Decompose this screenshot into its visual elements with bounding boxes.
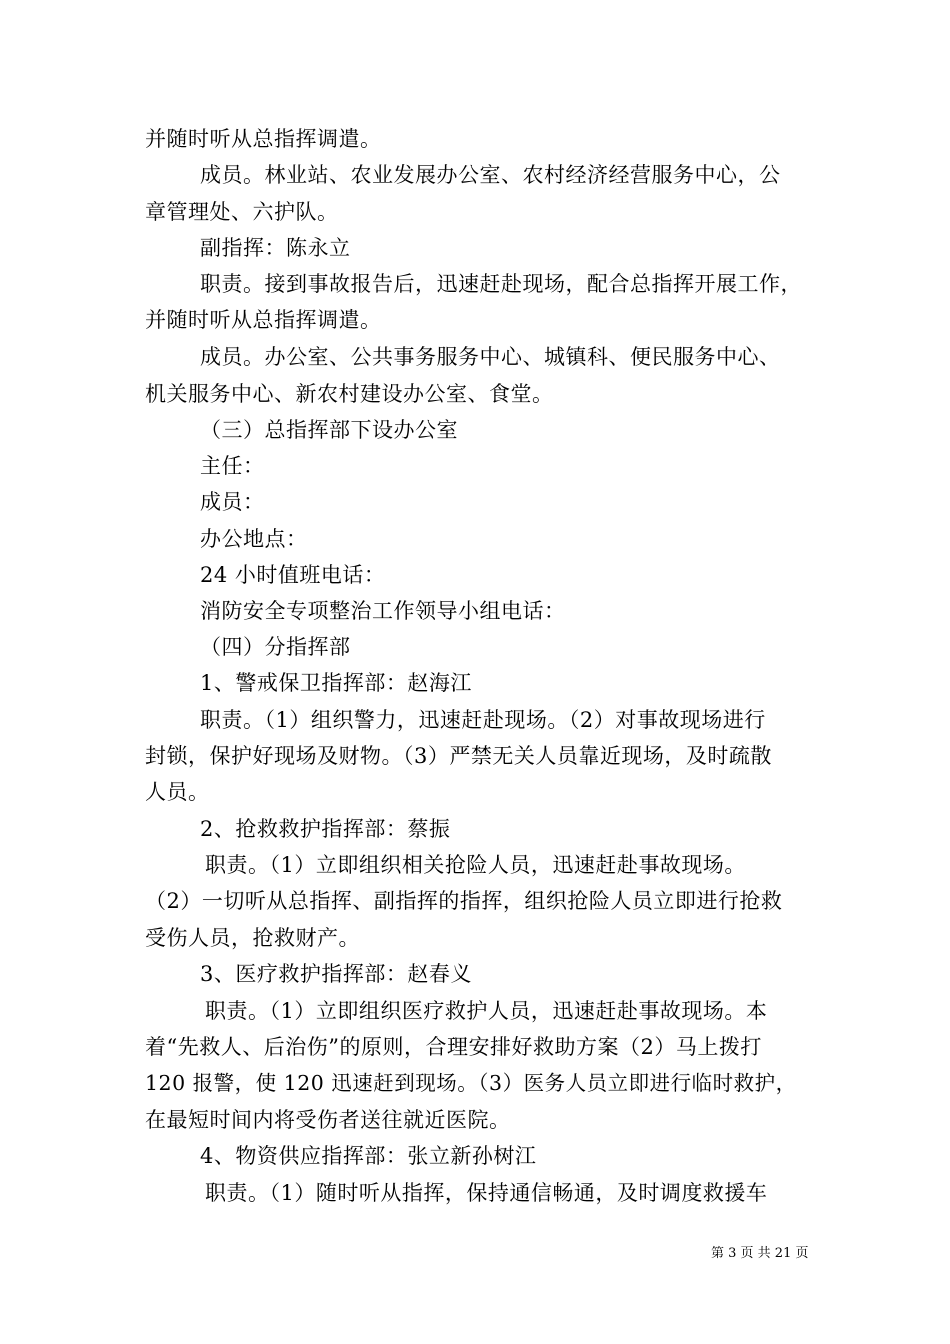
body-line: 人员。 xyxy=(145,780,210,804)
subsection-heading: 1、警戒保卫指挥部：赵海江 xyxy=(200,671,472,695)
body-line: 职责。（1）立即组织相关抢险人员，迅速赶赴事故现场。 xyxy=(205,853,746,877)
section-heading: （三）总指挥部下设办公室 xyxy=(200,418,458,442)
body-line: 成员： xyxy=(200,490,265,514)
subsection-heading: 3、医疗救护指挥部：赵春义 xyxy=(200,962,472,986)
body-line: 消防安全专项整治工作领导小组电话： xyxy=(200,599,566,623)
body-line: 主任： xyxy=(200,454,265,478)
body-line: 职责。（1）随时听从指挥，保持通信畅通，及时调度救援车 xyxy=(205,1181,768,1205)
body-line: （2）一切听从总指挥、副指挥的指挥，组织抢险人员立即进行抢救 xyxy=(145,889,783,913)
body-line: 副指挥：陈永立 xyxy=(200,236,351,260)
body-line: 着“先救人、后治伤”的原则，合理安排好救助方案（2）马上拨打 xyxy=(145,1035,762,1059)
body-line: 封锁，保护好现场及财物。（3）严禁无关人员靠近现场，及时疏散 xyxy=(145,744,772,768)
body-line: 职责。（1）立即组织医疗救护人员，迅速赶赴事故现场。本 xyxy=(205,999,768,1023)
body-line: 成员。办公室、公共事务服务中心、城镇科、便民服务中心、 xyxy=(200,345,781,369)
body-line: 办公地点： xyxy=(200,527,308,551)
body-line: 并随时听从总指挥调遣。 xyxy=(145,127,382,151)
subsection-heading: 2、抢救救护指挥部：蔡振 xyxy=(200,817,451,841)
body-line: 24 小时值班电话： xyxy=(200,563,386,587)
body-line: 在最短时间内将受伤者送往就近医院。 xyxy=(145,1108,511,1132)
body-line: 受伤人员，抢救财产。 xyxy=(145,926,360,950)
body-line: 成员。林业站、农业发展办公室、农村经济经营服务中心，公 xyxy=(200,163,781,187)
section-heading: （四）分指挥部 xyxy=(200,635,351,659)
page-number: 第 3 页 共 21 页 xyxy=(711,1246,809,1261)
body-line: 职责。（1）组织警力，迅速赶赴现场。（2）对事故现场进行 xyxy=(200,708,766,732)
body-line: 章管理处、六护队。 xyxy=(145,200,339,224)
body-line: 职责。接到事故报告后，迅速赶赴现场，配合总指挥开展工作， xyxy=(200,272,802,296)
body-line: 机关服务中心、新农村建设办公室、食堂。 xyxy=(145,382,554,406)
subsection-heading: 4、物资供应指挥部：张立新孙树江 xyxy=(200,1144,537,1168)
body-line: 并随时听从总指挥调遣。 xyxy=(145,308,382,332)
body-line: 120 报警，使 120 迅速赶到现场。（3）医务人员立即进行临时救护， xyxy=(145,1071,797,1095)
